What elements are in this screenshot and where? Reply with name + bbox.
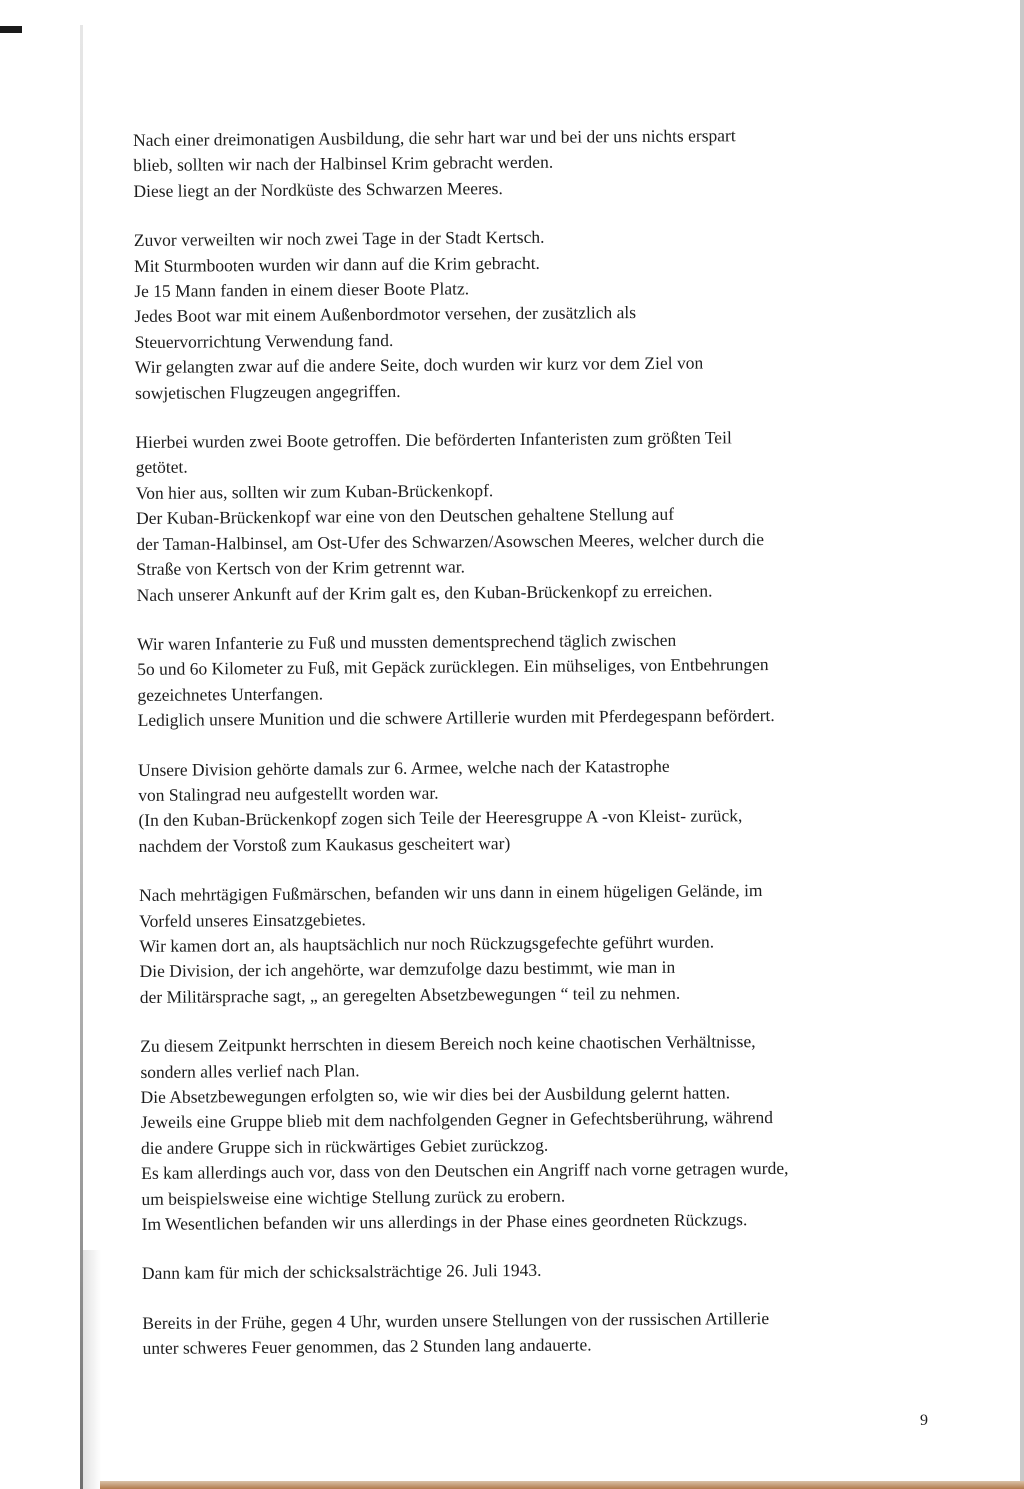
text-line: Je 15 Mann fanden in einem dieser Boote Platz. [134,278,470,302]
text-line: Hierbei wurden zwei Boote getroffen. Die beförderten Infanteristen zum größten Teil [135,427,732,453]
text-line: von Stalingrad neu aufgestellt worden war. [138,782,439,805]
text-line: blieb, sollten wir nach der Halbinsel Krim gebracht werden. [133,152,554,176]
text-line: Wir kamen dort an, als hauptsächlich nur noch Rückzugsgefechte geführt wurden. [139,931,715,956]
text-line: Straße von Kertsch von der Krim getrennt war. [136,556,466,580]
text-line: nachdem der Vorstoß zum Kaukasus gescheitert war) [138,832,511,856]
paragraph [133,122,914,204]
text-line: getötet. [135,457,188,478]
paragraph [140,1028,922,1237]
text-line: 5o und 6o Kilometer zu Fuß, mit Gepäck zurücklegen. Ein mühseliges, von Entbehrungen [137,654,769,680]
text-line: gezeichnetes Unterfangen. [137,683,324,705]
text-line: um beispielsweise eine wichtige Stellung zurück zu erobern. [141,1185,566,1209]
text-line: Lediglich unsere Munition und die schwere Artillerie wurden mit Pferdegespann befördert. [137,705,775,731]
text-line: die andere Gruppe sich in rückwärtiges Gebiet zurückzog. [140,1134,549,1158]
page-number: 9 [920,1412,928,1429]
text-line: sowjetischen Flugzeugen angegriffen. [135,380,401,403]
text-line: Nach mehrtägigen Fußmärschen, befanden wir uns dann in einem hügeligen Gelände, im [138,880,763,906]
paragraph [135,424,916,608]
text-line: der Taman-Halbinsel, am Ost-Ufer des Schwarzen/Asowschen Meeres, welcher durch die [136,528,765,554]
paragraph [138,751,919,859]
text-line: (In den Kuban-Brückenkopf zogen sich Teile der Heeresgruppe A -von Kleist- zurück, [138,805,743,831]
text-line: Steuervorrichtung Verwendung fand. [134,329,394,352]
text-line: Die Absetzbewegungen erfolgten so, wie wir dies bei der Ausbildung gelernt hatten. [140,1082,731,1107]
page-right-edge [1020,0,1024,1489]
text-line: Nach unserer Ankunft auf der Krim galt es, den Kuban-Brückenkopf zu erreichen. [136,579,713,605]
paragraph [142,1305,922,1362]
text-line: Es kam allerdings auch vor, dass von den Deutschen ein Angriff nach vorne getragen wurde, [141,1158,789,1184]
text-line: Mit Sturmbooten wurden wir dann auf die Krim gebracht. [134,252,540,276]
text-line: Jedes Boot war mit einem Außenbordmotor versehen, der zusätzlich als [134,302,637,327]
text-line: Zu diesem Zeitpunkt herrschten in diesem Bereich noch keine chaotischen Verhältnisse, [140,1031,756,1057]
text-line: Im Wesentlichen befanden wir uns allerdings in der Phase eines geordneten Rückzugs. [141,1209,748,1234]
text-line: Vorfeld unseres Einsatzgebietes. [139,908,366,931]
text-line: Wir waren Infanterie zu Fuß und mussten dementsprechend täglich zwischen [136,629,677,654]
text-line: sondern alles verlief nach Plan. [140,1059,360,1082]
text-line: Unsere Division gehörte damals zur 6. Armee, welche nach der Katastrophe [137,755,670,780]
binding-shadow [83,1250,101,1489]
text-line: Bereits in der Frühe, gegen 4 Uhr, wurden unsere Stellungen von der russischen Artillerie [142,1307,770,1333]
page-bottom-edge [100,1481,1024,1489]
text-line: der Militärsprache sagt, „ an geregelten Absetzbewegungen “ teil zu nehmen. [139,982,681,1007]
text-line: Diese liegt an der Nordküste des Schwarzen Meeres. [133,177,503,201]
text-line: Der Kuban-Brückenkopf war eine von den Deutschen gehaltene Stellung auf [135,504,675,529]
text-line: Zuvor verweilten wir noch zwei Tage in der Stadt Kertsch. [133,226,545,251]
text-line: Jeweils eine Gruppe blieb mit dem nachfolgenden Gegner in Gefechtsberührung, während [140,1107,774,1133]
paragraph [139,877,920,1010]
text-line: Die Division, der ich angehörte, war demzufolge dazu bestimmt, wie man in [139,957,676,982]
paragraph [142,1255,922,1287]
text-line: unter schweres Feuer genommen, das 2 Stunden lang andauerte. [142,1334,592,1359]
corner-scan-mark [0,26,22,33]
text-line: Dann kam für mich der schicksalsträchtige 26. Juli 1943. [141,1260,542,1284]
paragraph [134,222,915,406]
paragraph [137,626,918,734]
body-text [133,122,923,1386]
text-line: Von hier aus, sollten wir zum Kuban-Brückenkopf. [135,480,494,503]
text-line: Nach einer dreimonatigen Ausbildung, die sehr hart war und bei der uns nichts erspart [133,125,736,150]
text-line: Wir gelangten zwar auf die andere Seite, doch wurden wir kurz vor dem Ziel von [134,352,704,378]
